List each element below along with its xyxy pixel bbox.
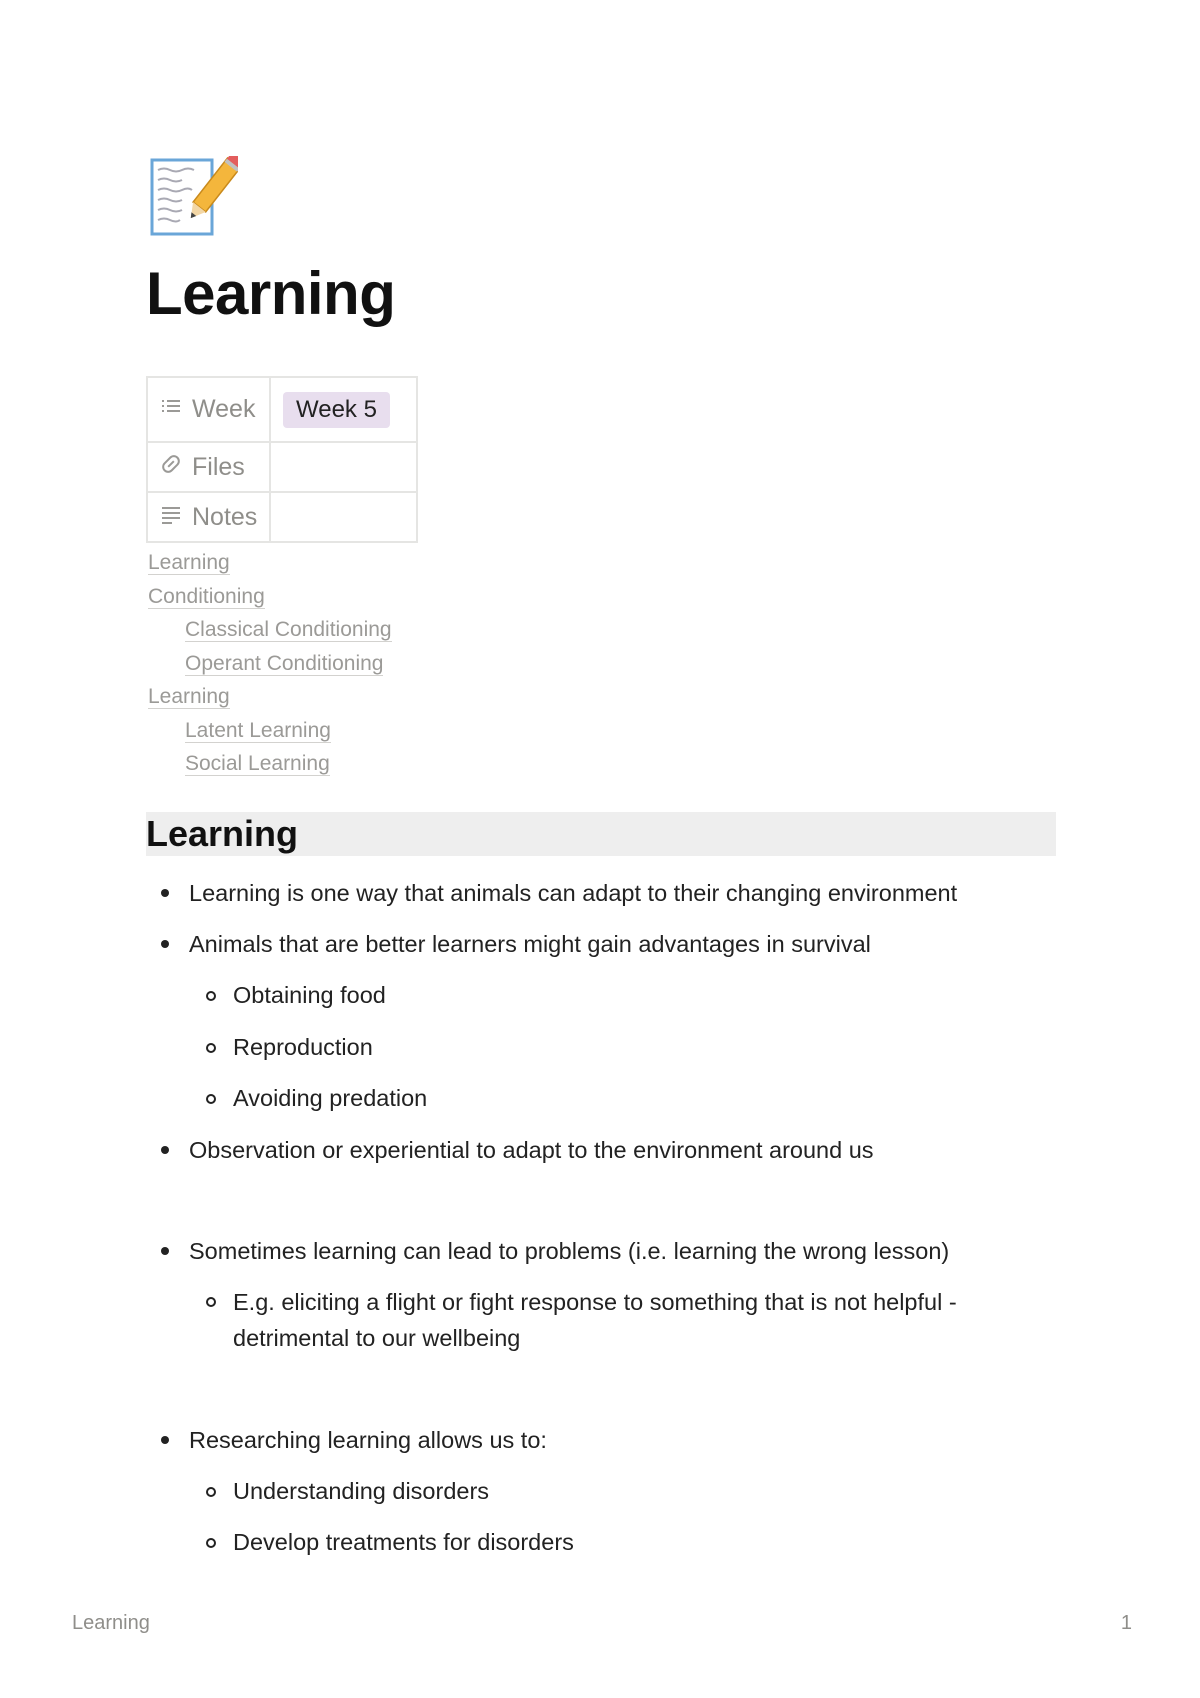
page-title: Learning bbox=[146, 260, 396, 327]
toc-link-conditioning[interactable]: Conditioning bbox=[148, 584, 265, 608]
paperclip-icon bbox=[160, 453, 192, 482]
bullet-item: Researching learning allows us to: bbox=[146, 1415, 1046, 1466]
memo-pencil-icon bbox=[146, 156, 238, 242]
list-icon bbox=[160, 395, 192, 424]
property-label: Week bbox=[192, 395, 256, 423]
property-row-notes bbox=[147, 492, 417, 542]
footer-title: Learning bbox=[72, 1612, 150, 1634]
toc-link-classical-conditioning[interactable]: Classical Conditioning bbox=[185, 618, 392, 641]
files-value[interactable] bbox=[270, 442, 417, 492]
bullet-item: Animals that are better learners might gain advantages in survival bbox=[146, 919, 1046, 970]
page-number: 1 bbox=[1120, 1612, 1132, 1634]
sub-bullet-item: Reproduction bbox=[146, 1022, 1046, 1074]
section-content bbox=[146, 868, 1046, 1569]
bullet-item: Observation or experiential to adapt to the environment around us bbox=[146, 1125, 1046, 1176]
sub-bullet-item: Obtaining food bbox=[146, 970, 1046, 1022]
properties-table bbox=[146, 376, 418, 543]
toc-link-learning-2[interactable]: Learning bbox=[148, 685, 230, 708]
sub-bullet-item: Develop treatments for disorders bbox=[146, 1517, 1046, 1569]
property-label: Notes bbox=[192, 502, 258, 531]
sub-bullet-item: Avoiding predation bbox=[146, 1073, 1046, 1125]
toc-link-learning[interactable]: Learning bbox=[148, 551, 230, 574]
text-lines-icon bbox=[160, 503, 192, 532]
week-tag[interactable]: Week 5 bbox=[283, 392, 390, 428]
sub-bullet-item: Understanding disorders bbox=[146, 1466, 1046, 1518]
toc-link-social-learning[interactable]: Social Learning bbox=[185, 752, 330, 775]
bullet-item: Learning is one way that animals can adapt to their changing environment bbox=[146, 868, 1046, 919]
table-of-contents bbox=[148, 546, 392, 781]
bullet-item: Sometimes learning can lead to problems (i.e. learning the wrong lesson) bbox=[146, 1226, 1046, 1277]
notes-value[interactable] bbox=[270, 492, 417, 542]
toc-link-latent-learning[interactable]: Latent Learning bbox=[185, 718, 331, 742]
toc-link-operant-conditioning[interactable]: Operant Conditioning bbox=[185, 651, 384, 675]
property-label: Files bbox=[192, 452, 245, 481]
sub-bullet-item: E.g. eliciting a flight or fight response to something that is not helpful - detrimental to our wellbeing bbox=[146, 1277, 1046, 1365]
property-row-files bbox=[147, 442, 417, 492]
section-heading: Learning bbox=[146, 812, 1056, 856]
property-row-week bbox=[147, 377, 417, 442]
